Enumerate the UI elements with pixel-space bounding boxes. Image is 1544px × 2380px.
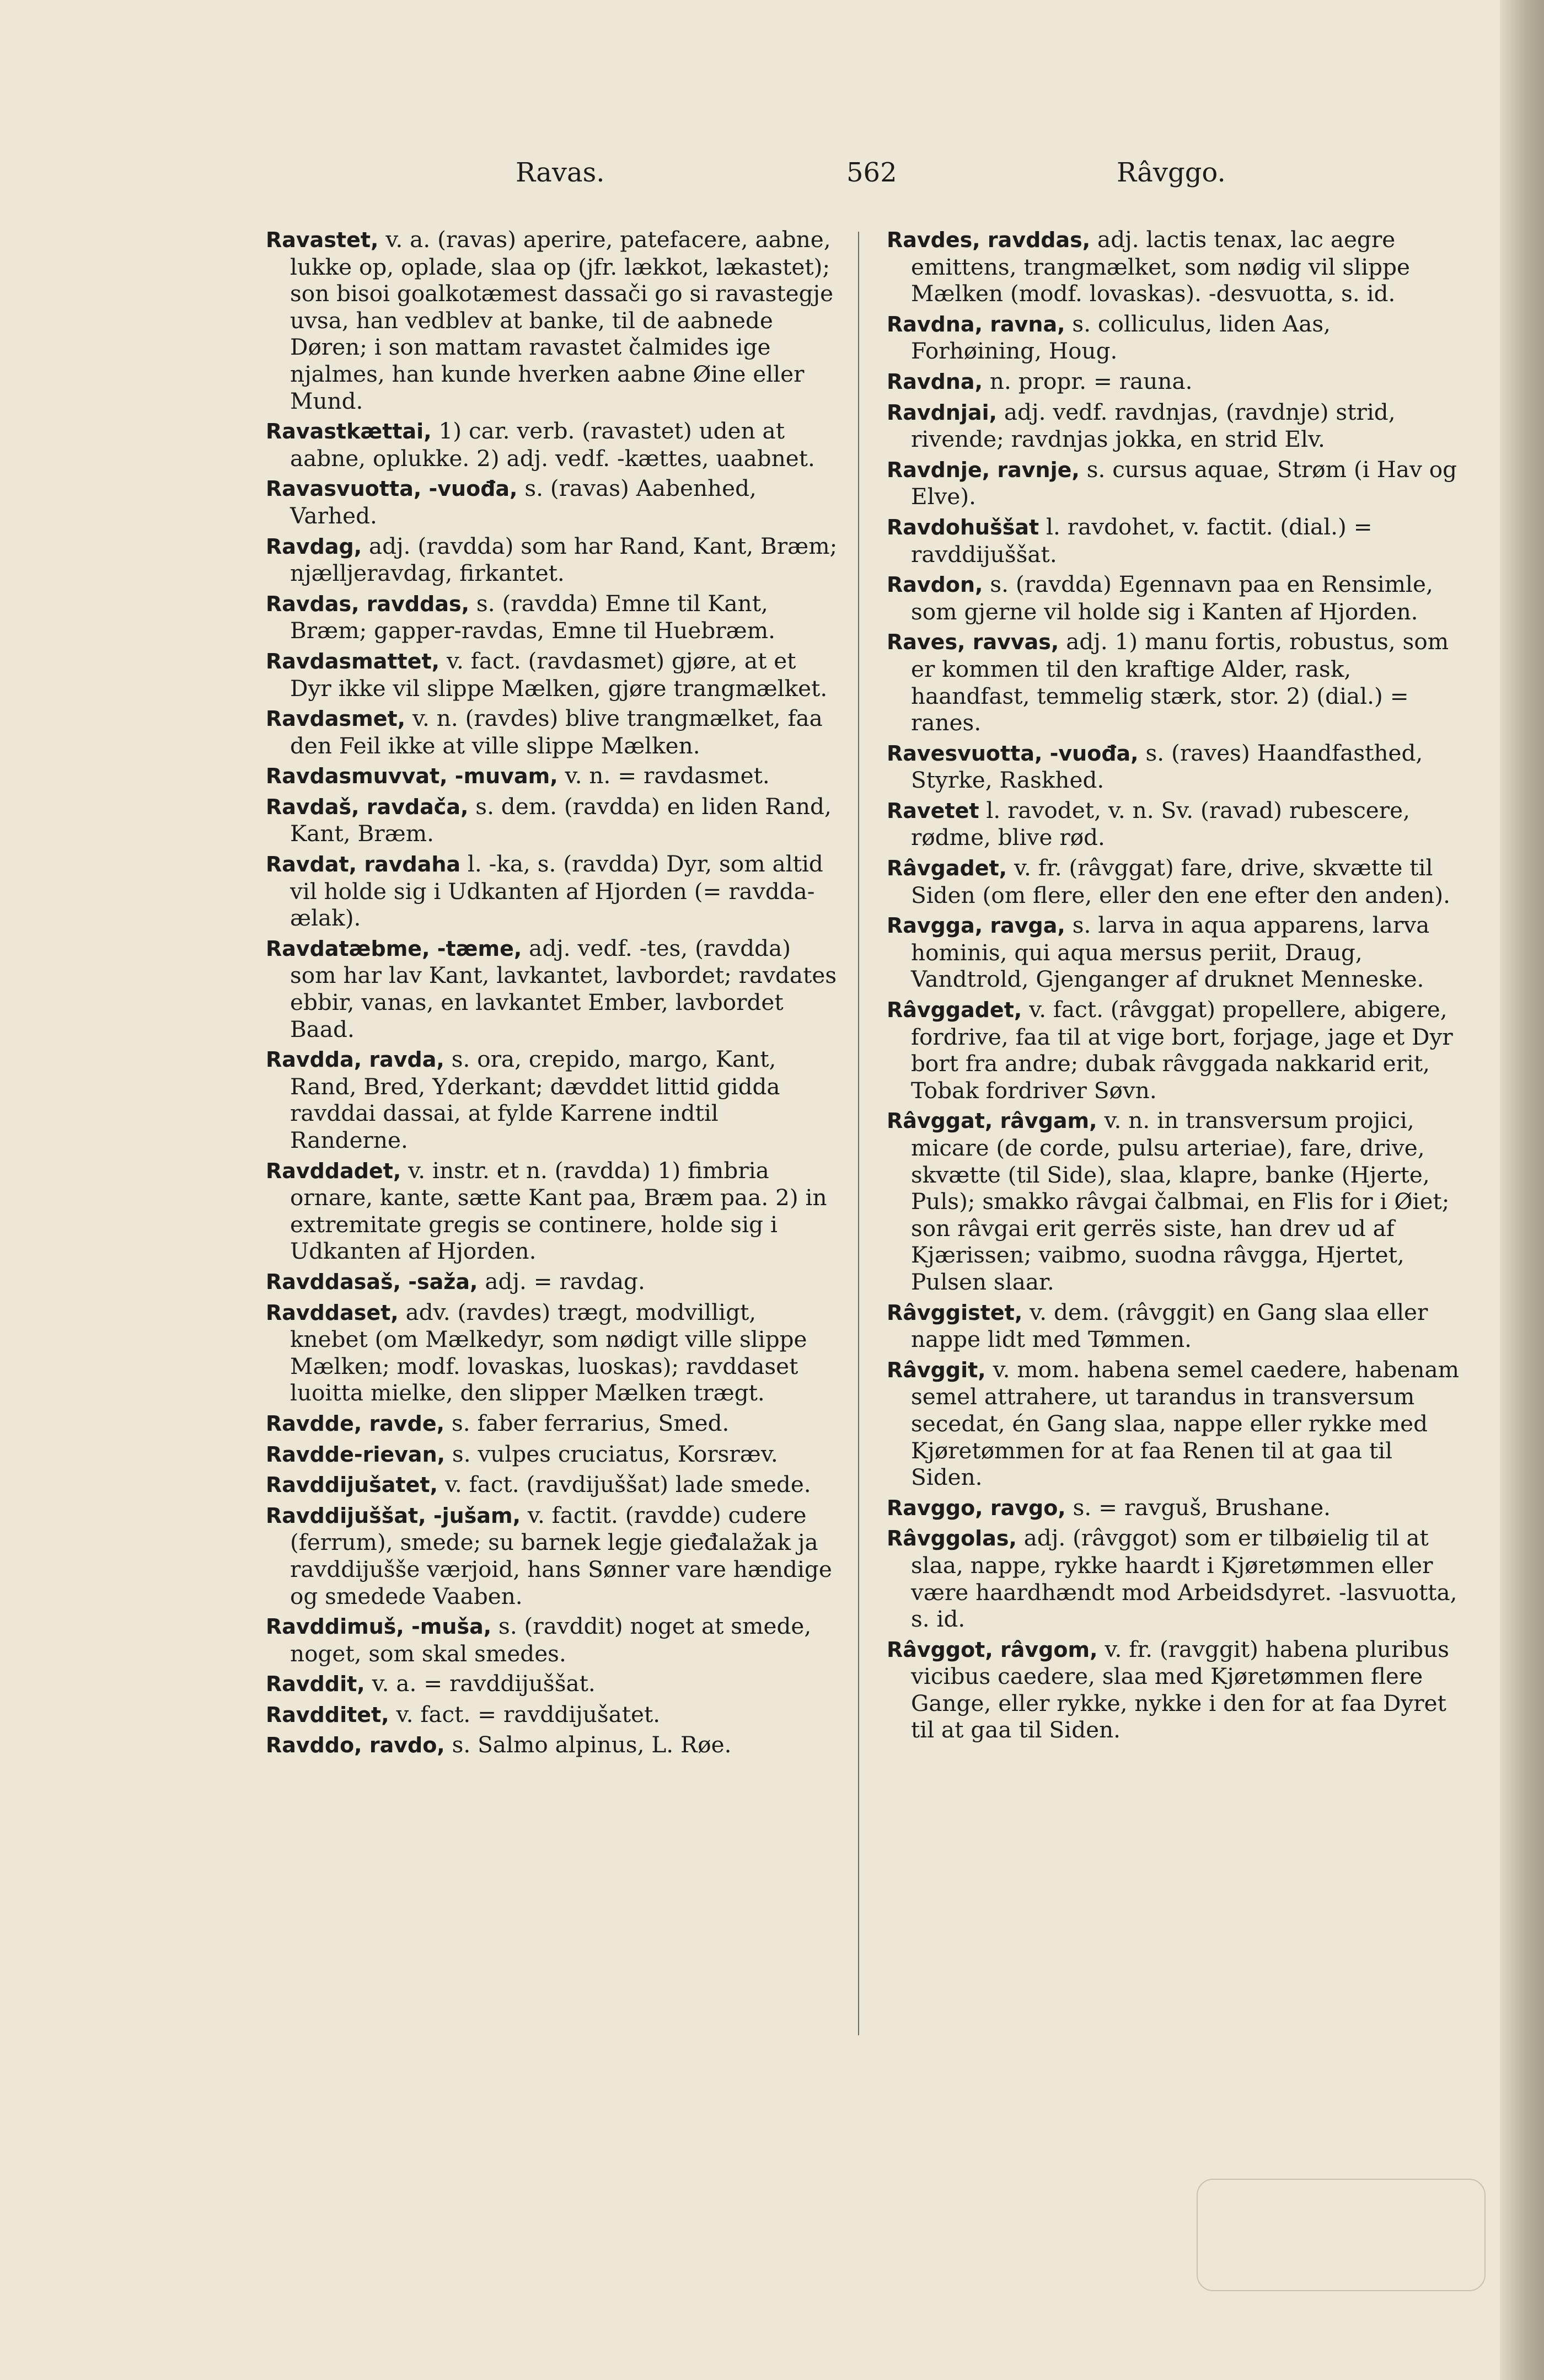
dictionary-entry <box>266 1157 839 1265</box>
entry-definition: n. propr. = rauna. <box>983 367 1193 394</box>
dictionary-entry <box>887 1356 1460 1491</box>
dictionary-entry <box>887 1525 1460 1632</box>
entry-definition: s. larva in aqua apparens, larva hominis, qui aqua mersus periit, Draug, Vandtrold, Gjenganger af druknet Menneske. <box>911 912 1430 993</box>
entry-headword: Ravastet, <box>266 228 379 252</box>
entry-definition: 1) car. verb. (ravastet) uden at aabne, oplukke. 2) adj. vedf. -kættes, uaabnet. <box>290 418 815 472</box>
entry-headword: Râvgadet, <box>887 856 1007 881</box>
right-column <box>887 226 1460 1747</box>
entry-headword: Râvggat, râvgam, <box>887 1109 1097 1133</box>
entry-headword: Ravdohuššat <box>887 515 1039 539</box>
entry-definition: adv. (ravdes) trægt, modvilligt, knebet (om Mælkedyr, som nødigt ville slippe Mælken; modf. lovaskas, luoskas); ravddaset luoitta mielke, den slipper Mælken trægt. <box>290 1298 807 1406</box>
entry-definition: l. ravodet, v. n. Sv. (ravad) rubescere, rødme, blive rød. <box>911 796 1410 851</box>
entry-headword: Ravdde-rievan, <box>266 1442 446 1467</box>
entry-definition: s. cursus aquae, Strøm (i Hav og Elve). <box>911 456 1457 510</box>
entry-headword: Ravddit, <box>266 1672 365 1697</box>
entry-definition: s. dem. (ravdda) en liden Rand, Kant, Bræm. <box>290 793 832 847</box>
entry-headword: Ravdna, ravna, <box>887 312 1065 336</box>
entry-definition: v. factit. (ravdde) cudere (ferrum), smede; su barnek legje gieđalažak ja ravddijušše værjoid, hans Sønner vare hændige og smedede Vaaben. <box>290 1501 832 1609</box>
entry-definition: v. fact. (ravdijuššat) lade smede. <box>437 1471 811 1498</box>
page-number: 562 <box>846 157 897 188</box>
dictionary-entry <box>266 590 839 644</box>
entry-headword: Ravddijuššat, -jušam, <box>266 1503 521 1528</box>
dictionary-entry <box>266 1410 839 1437</box>
dictionary-entry <box>887 368 1460 395</box>
entry-headword: Ravdasmattet, <box>266 649 440 673</box>
dictionary-entry <box>266 226 839 414</box>
entry-definition: s. (ravdda) Emne til Kant, Bræm; gapper-ravdas, Emne til Huebræm. <box>290 590 775 644</box>
entry-definition: v. fr. (râvggat) fare, drive, skvætte til Siden (om flere, eller den ene efter den anden). <box>911 854 1451 908</box>
entry-definition: v. fact. (râvggat) propellere, abigere, fordrive, faa til at vige bort, forjage, jage et Dyr bort fra andre; dubak râvggada nakkarid erit, Tobak fordriver Søvn. <box>911 996 1453 1104</box>
dictionary-entry <box>266 1670 839 1698</box>
entry-definition: s. = ravguš, Brushane. <box>1065 1494 1331 1521</box>
dictionary-entry <box>887 399 1460 453</box>
entry-definition: v. mom. habena semel caedere, habenam semel attrahere, ut tarandus in transversum secedat, én Gang slaa, nappe eller rykke med Kjøretømmen for at faa Renen til at gaa til Siden. <box>911 1356 1460 1491</box>
entry-headword: Ravdaš, ravdača, <box>266 794 469 819</box>
entry-definition: s. colliculus, liden Aas, Forhøining, Houg. <box>911 310 1331 365</box>
entry-headword: Ravddimuš, -muša, <box>266 1614 492 1639</box>
entry-headword: Ravdnje, ravnje, <box>887 457 1080 482</box>
dictionary-entry <box>266 418 839 472</box>
dictionary-entry <box>266 1471 839 1499</box>
entry-definition: v. fact. (ravdasmet) gjøre, at et Dyr ikke vil slippe Mælken, gjøre trangmælket. <box>290 647 828 702</box>
dictionary-entry <box>887 797 1460 851</box>
dictionary-entry <box>887 996 1460 1104</box>
entry-definition: s. faber ferrarius, Smed. <box>444 1409 730 1436</box>
dictionary-entry <box>266 762 839 790</box>
entry-definition: s. (raves) Haandfasthed, Styrke, Raskhed. <box>911 739 1423 794</box>
entry-definition: v. n. (ravdes) blive trangmælket, faa den Feil ikke at ville slippe Mælken. <box>290 705 823 759</box>
entry-definition: v. instr. et n. (ravdda) 1) fimbria ornare, kante, sætte Kant paa, Bræm paa. 2) in extremitate gregis se continere, holde sig i Udkanten af Hjorden. <box>290 1157 827 1265</box>
entry-headword: Râvggot, râvgom, <box>887 1637 1098 1662</box>
dictionary-entry <box>887 1107 1460 1295</box>
header-left-guideword: Ravas. <box>516 157 605 188</box>
entry-headword: Ravddo, ravdo, <box>266 1733 445 1758</box>
entry-definition: s. (ravddit) noget at smede, noget, som skal smedes. <box>290 1613 812 1667</box>
dictionary-entry <box>887 912 1460 993</box>
dictionary-entry <box>266 648 839 702</box>
dictionary-entry <box>266 851 839 932</box>
dictionary-entry <box>266 1441 839 1468</box>
entry-definition: s. ora, crepido, margo, Kant, Rand, Bred, Yderkant; dævddet littid gidda ravddai dassai, at fylde Karrene indtil Randerne. <box>290 1046 780 1153</box>
dictionary-entry <box>887 1299 1460 1353</box>
entry-headword: Râvggadet, <box>887 998 1022 1023</box>
entry-definition: adj. (râvggot) som er tilbøielig til at slaa, nappe, rykke haardt i Kjøretømmen eller være haardhændt mod Arbeidsdyret. -lasvuotta, s. id. <box>911 1525 1457 1633</box>
dictionary-entry <box>266 1701 839 1729</box>
entry-definition: v. fact. = ravddijušatet. <box>389 1700 661 1727</box>
entry-headword: Ravdon, <box>887 573 983 597</box>
entry-headword: Ravggo, ravgo, <box>887 1495 1066 1520</box>
entry-headword: Ravasvuotta, -vuođa, <box>266 477 518 501</box>
entry-definition: v. a. = ravddijuššat. <box>364 1670 596 1697</box>
dictionary-entry <box>887 628 1460 736</box>
dictionary-entry <box>887 226 1460 307</box>
entry-headword: Ravddadet, <box>266 1158 401 1183</box>
dictionary-entry <box>266 1731 839 1759</box>
book-spine-edge <box>1500 0 1544 2380</box>
dictionary-entry <box>266 793 839 847</box>
dictionary-entry <box>887 456 1460 510</box>
entry-definition: s. (ravdda) Egennavn paa en Rensimle, som gjerne vil holde sig i Kanten af Hjorden. <box>911 571 1433 625</box>
entry-headword: Ravdas, ravddas, <box>266 591 470 616</box>
entry-headword: Râvggistet, <box>887 1300 1023 1325</box>
library-stamp-outline <box>1197 2179 1486 2291</box>
entry-headword: Ravesvuotta, -vuođa, <box>887 741 1139 766</box>
entry-headword: Ravdat, ravdaha <box>266 852 461 877</box>
entry-headword: Ravdna, <box>887 369 983 394</box>
header-right-guideword: Râvggo. <box>1117 157 1226 188</box>
entry-headword: Ravdatæbme, -tæme, <box>266 936 522 961</box>
entry-headword: Ravdde, ravde, <box>266 1411 445 1436</box>
entry-headword: Ravastkættai, <box>266 419 432 444</box>
dictionary-entry <box>266 1299 839 1406</box>
dictionary-entry <box>887 571 1460 625</box>
left-column <box>266 226 839 1762</box>
entry-headword: Ravddaset, <box>266 1300 399 1325</box>
entry-headword: Râvggolas, <box>887 1526 1017 1551</box>
entry-headword: Ravdasmuvvat, -muvam, <box>266 764 558 789</box>
dictionary-entry <box>266 705 839 759</box>
entry-definition: l. ravdohet, v. factit. (dial.) = ravddijuššat. <box>911 513 1373 568</box>
entry-definition: adj. 1) manu fortis, robustus, som er kommen til den kraftige Alder, rask, haandfast, temmelig stærk, stor. 2) (dial.) = ranes. <box>911 628 1449 736</box>
dictionary-entry <box>266 1268 839 1296</box>
dictionary-entry <box>887 740 1460 794</box>
entry-definition: v. dem. (râvggit) en Gang slaa eller nappe lidt med Tømmen. <box>911 1298 1428 1353</box>
entry-headword: Ravddasaš, -saža, <box>266 1269 478 1294</box>
entry-headword: Raves, ravvas, <box>887 630 1059 655</box>
entry-headword: Ravdes, ravddas, <box>887 228 1091 252</box>
column-divider <box>858 232 859 2035</box>
dictionary-entry <box>887 311 1460 365</box>
entry-definition: adj. (ravdda) som har Rand, Kant, Bræm; njælljeravdag, firkantet. <box>290 532 838 587</box>
entry-definition: s. vulpes cruciatus, Korsræv. <box>445 1440 778 1467</box>
running-header <box>0 157 1500 201</box>
entry-definition: v. n. in transversum projici, micare (de corde, pulsu arteriae), fare, drive, skvætte (til Side), slaa, klapre, banke (Hjerte, Puls); smakko râvgai čalbmai, en Flis for i Øiet; son râvgai erit gerrës siste, han drev ud af Kjærissen; vaibmo, suodna râvgga, Hjertet, Pulsen slaar. <box>911 1107 1450 1295</box>
dictionary-entry <box>266 475 839 529</box>
entry-definition: adj. lactis tenax, lac aegre emittens, trangmælket, som nødig vil slippe Mælken (modf. lovaskas). -desvuotta, s. id. <box>911 226 1410 307</box>
entry-definition: l. -ka, s. (ravdda) Dyr, som altid vil holde sig i Udkanten af Hjorden (= ravdda-ælak). <box>290 851 823 932</box>
entry-headword: Ravdda, ravda, <box>266 1047 444 1072</box>
dictionary-entry <box>887 1636 1460 1743</box>
entry-headword: Râvggit, <box>887 1357 986 1382</box>
entry-headword: Ravgga, ravga, <box>887 913 1065 938</box>
dictionary-entry <box>266 1046 839 1153</box>
dictionary-entry <box>887 514 1460 568</box>
entry-definition: adj. vedf. -tes, (ravdda) som har lav Kant, lavkantet, lavbordet; ravdates ebbir, vanas, en lavkantet Ember, lavbordet Baad. <box>290 934 837 1042</box>
dictionary-entry <box>266 935 839 1042</box>
entry-headword: Ravdag, <box>266 534 362 559</box>
entry-definition: s. Salmo alpinus, L. Røe. <box>444 1731 732 1758</box>
entry-headword: Ravddijušatet, <box>266 1473 438 1497</box>
entry-definition: s. (ravas) Aabenhed, Varhed. <box>290 475 757 529</box>
dictionary-entry <box>887 1494 1460 1522</box>
entry-headword: Ravdditet, <box>266 1702 389 1727</box>
dictionary-entry <box>266 1502 839 1609</box>
dictionary-entry <box>887 854 1460 908</box>
entry-headword: Ravdnjai, <box>887 400 998 425</box>
entry-definition: adj. vedf. ravdnjas, (ravdnje) strid, rivende; ravdnjas jokka, en strid Elv. <box>911 398 1396 453</box>
entry-definition: v. fr. (ravggit) habena pluribus vicibus caedere, slaa med Kjøretømmen flere Gange, eller rykke, nykke i den for at faa Dyret til at gaa til Siden. <box>911 1635 1450 1743</box>
entry-headword: Ravetet <box>887 798 979 823</box>
entry-definition: v. a. (ravas) aperire, patefacere, aabne, lukke op, oplade, slaa op (jfr. lækkot, lækastet); son bisoi goalkotæmest dassači go si ravastegje uvsa, han vedblev at banke, til de aabnede Døren; i son mattam ravastet čalmides ige njalmes, han kunde hverken aabne Øine eller Mund. <box>290 226 834 414</box>
dictionary-entry <box>266 533 839 587</box>
entry-headword: Ravdasmet, <box>266 707 406 731</box>
entry-definition: v. n. = ravdasmet. <box>557 762 770 789</box>
dictionary-entry <box>266 1613 839 1667</box>
entry-definition: adj. = ravdag. <box>478 1267 645 1295</box>
